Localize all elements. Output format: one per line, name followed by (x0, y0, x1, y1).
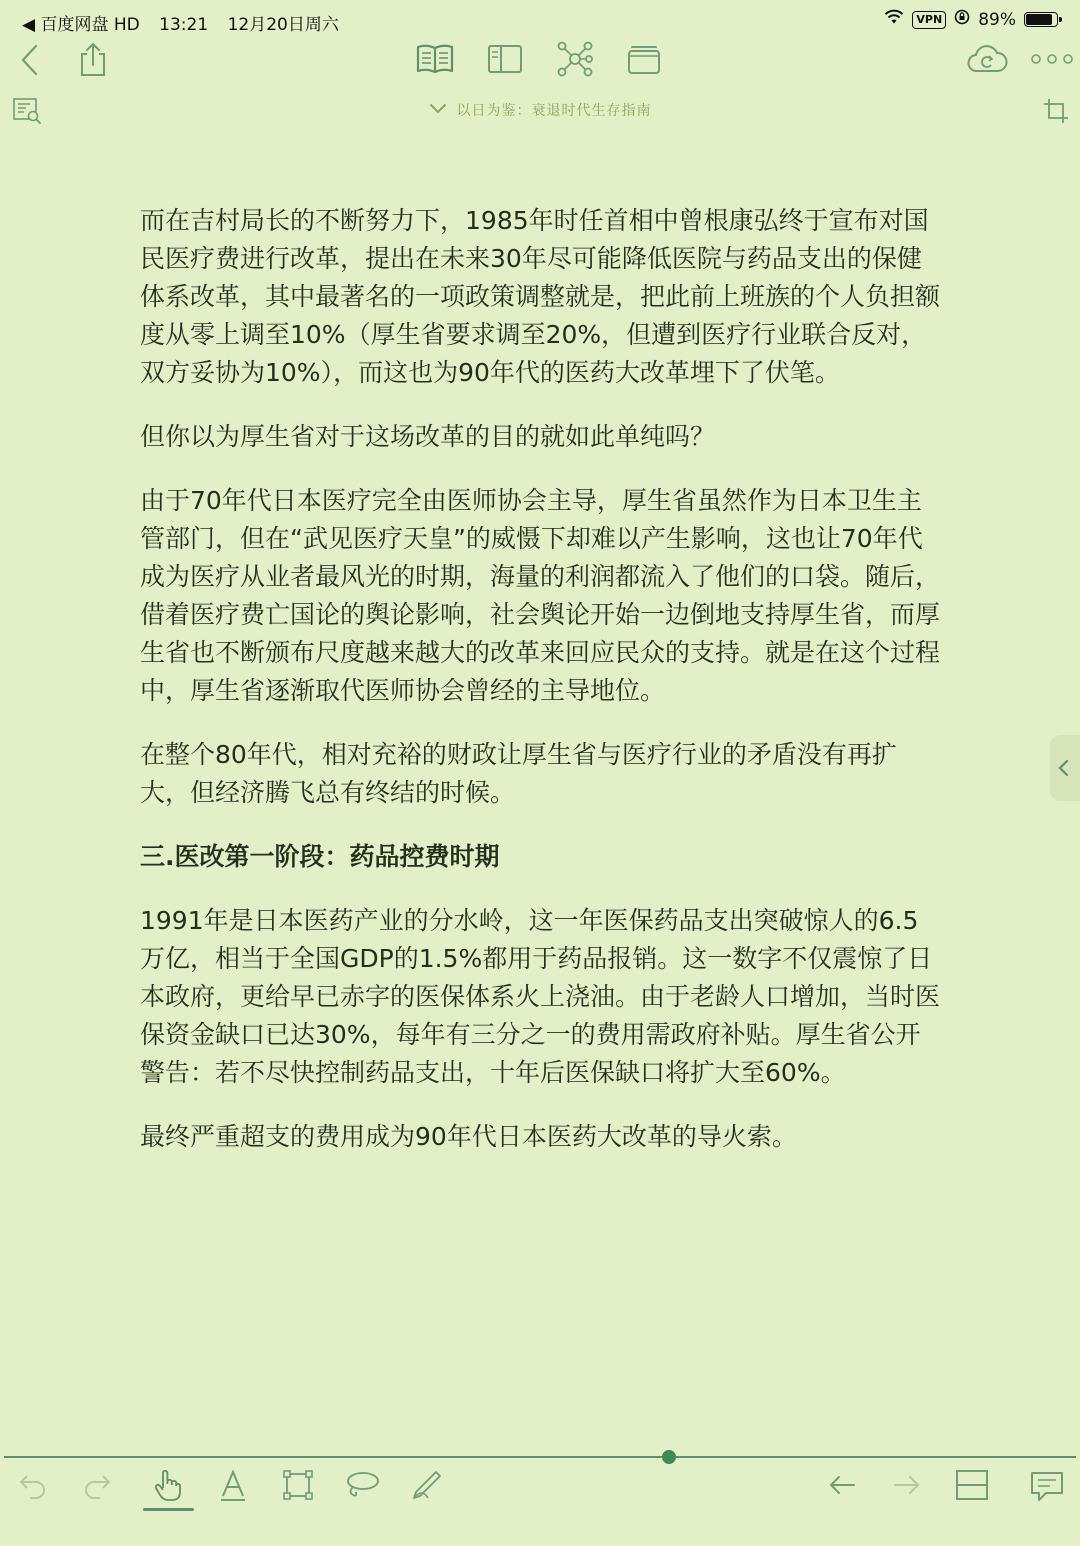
vpn-badge: VPN (912, 11, 946, 29)
mind-map-icon[interactable] (556, 40, 594, 78)
paragraph: 由于70年代日本医疗完全由医师协会主导，厚生省虽然作为日本卫生主管部门，但在“武见医疗天皇”的威慑下却难以产生影响，这也让70年代成为医疗从业者最风光的时期，海量的利润都流入了他们的口袋。随后，借着医疗费亡国论的舆论影响，社会舆论开始一边倒地支持厚生省，而厚生省也不断颁布尺度越来越大的改革来回应民众的支持。就是在这个过程中，厚生省逐渐取代医师协会曾经的主导地位。 (140, 486, 941, 705)
reading-progress-track[interactable] (4, 1456, 1076, 1458)
battery-icon (1024, 12, 1058, 27)
back-to-app[interactable]: ◀ 百度网盘 HD (22, 15, 140, 35)
paragraph: 1991年是日本医药产业的分水岭，这一年医保药品支出突破惊人的6.5万亿，相当于全国GDP的1.5%都用于药品报销。这一数字不仅震惊了日本政府，更给早已赤字的医保体系火上浇油。由于老龄人口增加，当时医保资金缺口已达30%，每年有三分之一的费用需政府补贴。厚生省公开警告：若不尽快控制药品支出，十年后医保缺口将扩大至60%。 (140, 906, 941, 1087)
lasso-icon[interactable] (344, 1470, 380, 1500)
paragraph: 在整个80年代，相对充裕的财政让厚生省与医疗行业的矛盾没有再扩大，但经济腾飞总有终结的时候。 (140, 740, 897, 807)
two-page-icon[interactable] (487, 44, 523, 74)
wifi-icon (884, 9, 904, 30)
redo-icon[interactable] (82, 1470, 112, 1500)
cloud-sync-icon[interactable] (966, 44, 1008, 74)
comment-icon[interactable] (1030, 1471, 1064, 1503)
orientation-lock-icon (954, 9, 970, 30)
battery-fill (1026, 14, 1052, 25)
section-heading: 三.医改第一阶段：药品控费时期 (140, 842, 500, 871)
paragraph: 但你以为厚生省对于这场改革的目的就如此单纯吗？ (140, 422, 716, 451)
reading-content[interactable] (140, 202, 942, 1182)
more-icon[interactable] (1030, 52, 1074, 66)
document-title-bar[interactable] (0, 100, 1080, 120)
side-panel-handle[interactable] (1050, 735, 1080, 801)
book-view-icon[interactable] (416, 42, 454, 76)
text-tool-icon[interactable] (219, 1470, 247, 1502)
paragraph: 而在吉村局长的不断努力下，1985年时任首相中曾根康弘终于宣布对国民医疗费进行改革，提出在未来30年尽可能降低医院与药品支出的保健体系改革，其中最著名的一项政策调整就是，把此前上班族的个人负担额度从零上调至10%（厚生省要求调至20%，但遭到医疗行业联合反对，双方妥协为10%），而这也为90年代的医药大改革埋下了伏笔。 (140, 206, 941, 387)
split-view-icon[interactable] (955, 1469, 989, 1501)
status-left (22, 10, 353, 35)
back-icon[interactable] (18, 43, 42, 77)
select-box-icon[interactable] (282, 1469, 314, 1501)
undo-icon[interactable] (18, 1470, 48, 1500)
cards-icon[interactable] (626, 44, 662, 76)
active-tool-indicator (143, 1508, 194, 1511)
prev-arrow-icon[interactable] (828, 1474, 856, 1496)
share-icon[interactable] (78, 41, 108, 77)
battery-percent: 89% (978, 9, 1016, 30)
chevron-down-icon[interactable] (429, 103, 447, 119)
status-date: 12月20日周六 (227, 15, 339, 35)
crop-icon[interactable] (1042, 97, 1070, 125)
paragraph: 最终严重超支的费用成为90年代日本医药大改革的导火索。 (140, 1122, 797, 1151)
reading-progress-handle[interactable] (662, 1450, 676, 1464)
next-arrow-icon[interactable] (893, 1474, 921, 1496)
document-title: 以日为鉴：衰退时代生存指南 (456, 103, 652, 119)
pen-icon[interactable] (410, 1468, 444, 1502)
status-bar (0, 0, 1080, 40)
hand-icon[interactable] (152, 1468, 184, 1502)
status-time: 13:21 (159, 15, 209, 35)
chevron-left-icon[interactable] (1057, 759, 1069, 777)
status-right (884, 9, 1058, 30)
